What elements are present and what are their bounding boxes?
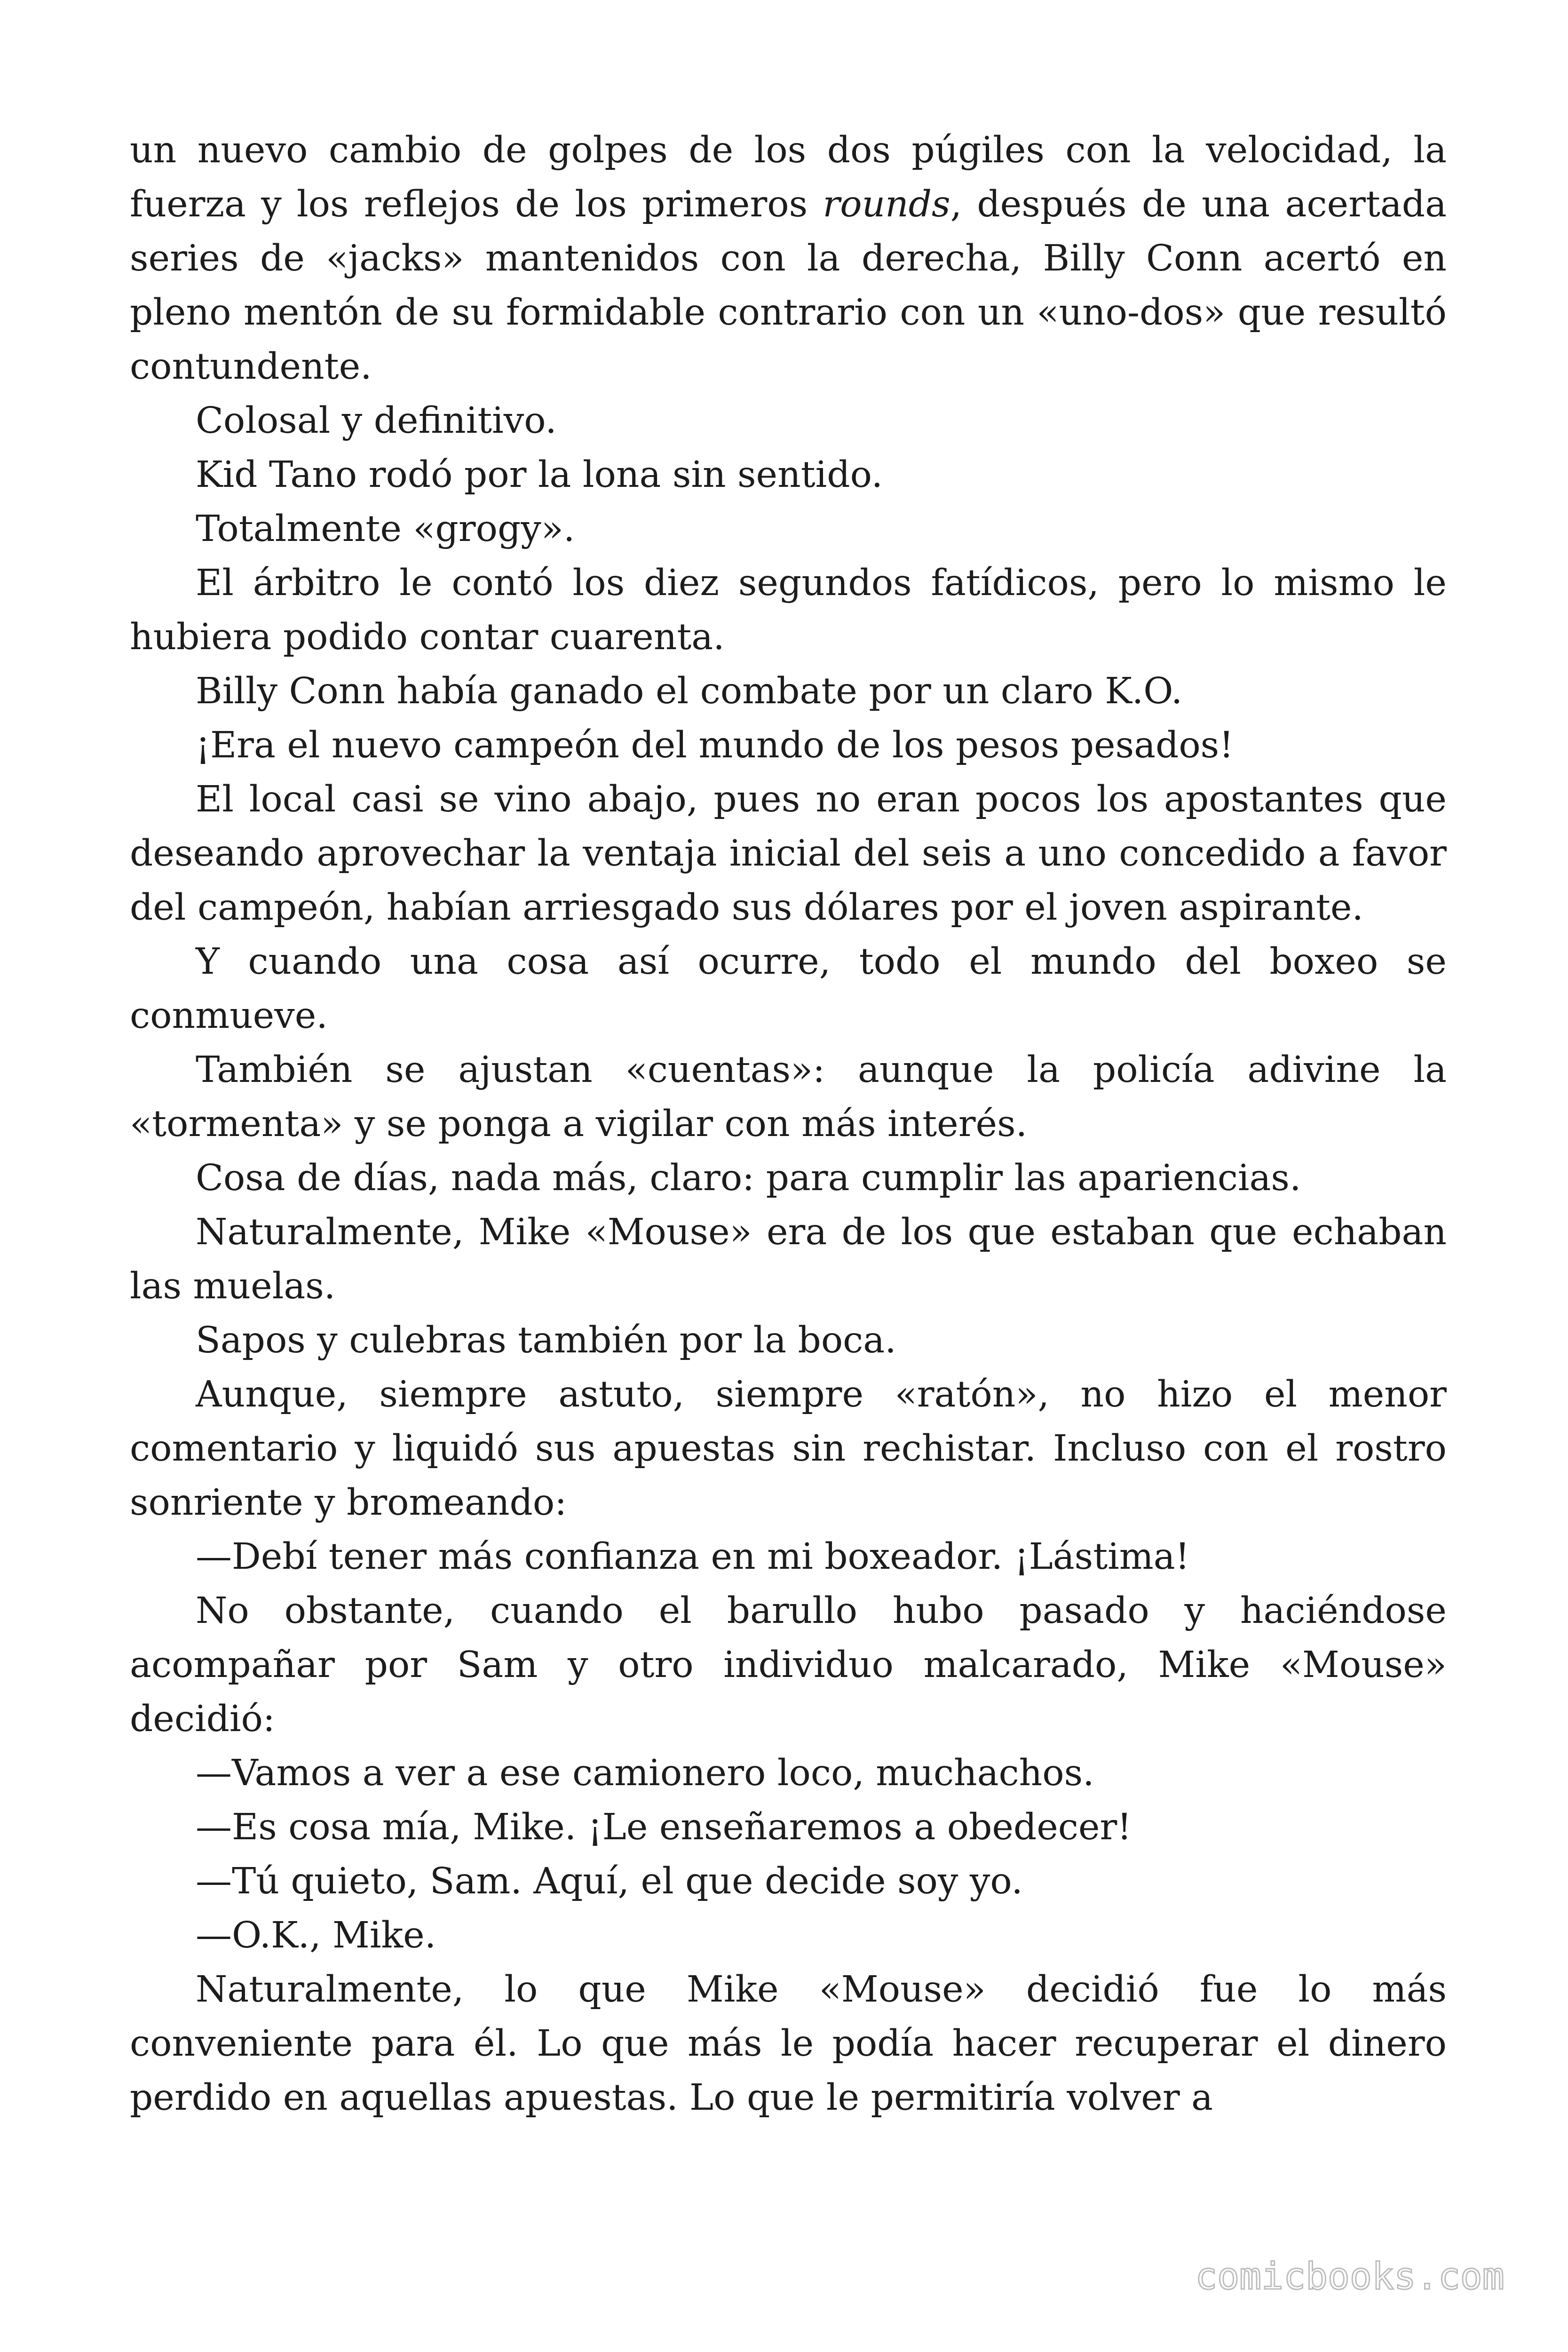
paragraph: También se ajustan «cuentas»: aunque la policía adivine la «tormenta» y se ponga a vigilar con más interés. <box>130 1049 1447 1145</box>
paragraph: Aunque, siempre astuto, siempre «ratón», no hizo el menor comentario y liquidó sus apuestas sin rechistar. Incluso con el rostro sonriente y bromeando: <box>130 1374 1447 1524</box>
paragraph: —Vamos a ver a ese camionero loco, muchachos. <box>196 1752 1094 1794</box>
paragraph: Kid Tano rodó por la lona sin sentido. <box>196 454 883 496</box>
italic-word: rounds <box>823 183 950 225</box>
body-text <box>130 123 1447 2125</box>
paragraph: —Debí tener más confianza en mi boxeador. ¡Lástima! <box>196 1536 1190 1578</box>
paragraph: —Es cosa mía, Mike. ¡Le enseñaremos a obedecer! <box>196 1806 1132 1848</box>
paragraph: un nuevo cambio de golpes de los dos púgiles con la velocidad, la fuerza y los reflejos de los primeros rounds, después de una acertada series de «jacks» mantenidos con la derecha, Billy Conn acertó en pleno mentón de su formidable contrario con un «uno-dos» que resultó contundente. <box>130 129 1447 388</box>
paragraph: —O.K., Mike. <box>196 1915 436 1956</box>
paragraph: ¡Era el nuevo campeón del mundo de los pesos pesados! <box>196 724 1234 766</box>
paragraph: Colosal y definitivo. <box>196 400 557 442</box>
paragraph: Y cuando una cosa así ocurre, todo el mundo del boxeo se conmueve. <box>130 941 1447 1037</box>
paragraph: —Tú quieto, Sam. Aquí, el que decide soy yo. <box>196 1860 1023 1902</box>
paragraph: El árbitro le contó los diez segundos fatídicos, pero lo mismo le hubiera podido contar cuarenta. <box>130 562 1447 658</box>
paragraph: No obstante, cuando el barullo hubo pasado y haciéndose acompañar por Sam y otro individuo malcarado, Mike «Mouse» decidió: <box>130 1590 1447 1740</box>
paragraph: Totalmente «grogy». <box>196 508 575 550</box>
paragraph: Billy Conn había ganado el combate por un claro K.O. <box>196 670 1183 712</box>
paragraph: El local casi se vino abajo, pues no eran pocos los apostantes que deseando aprovechar la ventaja inicial del seis a uno concedido a favor del campeón, habían arriesgado sus dólares por el joven aspirante. <box>130 779 1447 929</box>
paragraph: Naturalmente, lo que Mike «Mouse» decidió fue lo más conveniente para él. Lo que más le podía hacer recuperar el dinero perdido en aquellas apuestas. Lo que le permitiría volver a <box>130 1969 1447 2119</box>
watermark-logo <box>1162 2249 1538 2305</box>
paragraph: Naturalmente, Mike «Mouse» era de los que estaban que echaban las muelas. <box>130 1211 1447 1307</box>
paragraph: Cosa de días, nada más, claro: para cumplir las apariencias. <box>196 1157 1301 1199</box>
watermark-text: comicbooks.com <box>1195 2256 1505 2298</box>
paragraph: Sapos y culebras también por la boca. <box>196 1319 896 1361</box>
